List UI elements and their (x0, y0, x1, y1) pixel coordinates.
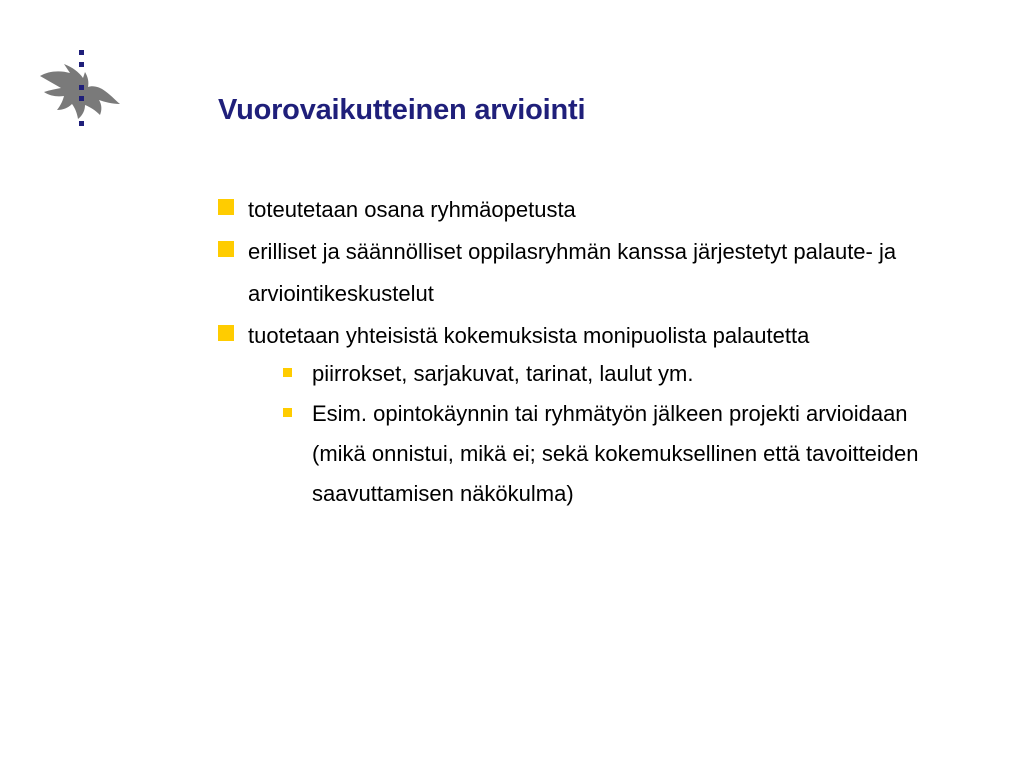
slide-title: Vuorovaikutteinen arviointi (218, 94, 586, 126)
sub-bullet-item (282, 354, 952, 394)
sub-bullet-item (282, 394, 952, 514)
university-flame-logo-icon (30, 44, 130, 139)
bullet-square-icon (218, 241, 234, 257)
bullet-item (218, 231, 978, 315)
bullet-list (218, 189, 998, 357)
sub-bullet-text: piirrokset, sarjakuvat, tarinat, laulut ym. (312, 361, 694, 386)
bullet-item (218, 315, 978, 357)
sub-bullet-square-icon (283, 408, 292, 417)
bullet-square-icon (218, 199, 234, 215)
sub-bullet-list (218, 354, 998, 514)
bullet-text: erilliset ja säännölliset oppilasryhmän kanssa järjestetyt palaute- ja arviointikeskustelut (248, 239, 897, 306)
sub-bullet-text: Esim. opintokäynnin tai ryhmätyön jälkeen projekti arvioidaan (mikä onnistui, mikä ei; sekä kokemuksellinen että tavoitteiden saavuttamisen näkökulma) (312, 401, 919, 506)
bullet-square-icon (218, 325, 234, 341)
sub-bullet-square-icon (283, 368, 292, 377)
bullet-item (218, 189, 978, 231)
bullet-text: tuotetaan yhteisistä kokemuksista monipuolista palautetta (248, 323, 810, 348)
bullet-text: toteutetaan osana ryhmäopetusta (248, 197, 576, 222)
